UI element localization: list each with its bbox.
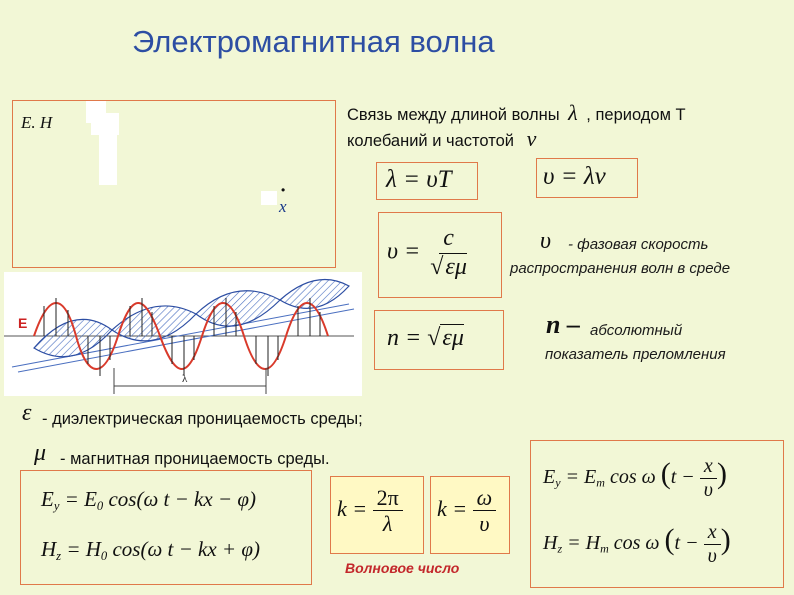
right-hz-t: t − [674,532,699,555]
permittivity-text: - диэлектрическая проницаемость среды; [42,410,363,428]
right-ey-lhs: E [543,466,556,489]
right-hz-subm: m [600,541,609,556]
lambda-symbol: λ [568,100,578,125]
ey-rhs: cos(ω t − kx − φ) [103,487,256,511]
right-ey-cos: cos ω [604,466,656,489]
right-ey-den: υ [703,479,713,501]
hz-sub0: 0 [100,548,108,563]
n-symbol: n – [546,310,580,339]
relation-text-2: колебаний и частотой [347,132,514,150]
hz-sub: z [56,548,62,563]
formula-index: n = √εμ [387,325,464,351]
right-hz-num: x [704,521,721,545]
mu-symbol: μ [34,440,47,466]
page-title: Электромагнитная волна [132,24,495,59]
relation-text-1: Связь между длиной волны [347,106,560,124]
right-ey-sub: y [555,475,561,490]
formula-velocity-box [536,158,638,198]
white-block-4 [261,191,277,205]
right-ey-subm: m [596,475,605,490]
index-lhs: n = [387,325,422,351]
formula-velocity: υ = λν [543,163,606,190]
k2-lhs: k = [437,495,468,521]
right-ey-num: x [700,455,717,479]
white-block-3 [99,131,117,185]
phase-note-line-2: распространения волн в среде [510,260,731,277]
index-rad: εμ [442,325,464,351]
right-hz-fraction [704,521,721,568]
relation-line-1 [347,100,686,126]
h-lobe-4 [280,280,349,309]
formula-lambda: λ = υT [386,166,452,193]
permeability-text: - магнитная проницаемость среды. [60,450,330,468]
k1-lhs: k = [337,495,368,521]
formula-phase-velocity [387,225,471,281]
wave-equations-box [20,470,312,585]
right-hz-cos: cos ω [608,532,660,555]
right-ey-equation: $E_y = E_m$ cos ω (t − $\frac{x}{\upsilon}$ ) [543,455,727,501]
k1-num: 2π [373,485,403,511]
axes-label: E. H [21,113,53,132]
wave-figure [4,272,362,396]
wave-svg [4,272,362,396]
k2-fraction [473,485,497,537]
n-note-line-1: абсолютный [590,322,683,339]
right-equations-box [530,440,784,588]
axes-box [12,100,336,268]
phase-symbol: υ [540,228,552,254]
dot-marker: • [281,183,286,197]
relation-text-1b: , периодом T [586,106,686,124]
formula-lambda-box [376,162,478,200]
formula-phase-velocity-box [378,212,502,298]
phase-lhs: υ = [387,238,421,265]
right-hz-mid: = H [562,532,601,555]
hz-rhs: cos(ω t − kx + φ) [107,537,260,561]
right-hz-sub: z [557,541,563,556]
e-label: E [18,315,28,331]
phase-den: √εμ [430,253,467,280]
k2-num: ω [473,485,497,511]
right-ey-t: t − [670,466,695,489]
formula-index-box [374,310,504,370]
wave-number-caption: Волновое число [345,560,460,576]
lambda-label: λ [182,373,188,385]
hz-lhs: H [41,537,57,561]
ey-sub0: 0 [96,498,104,513]
ey-equation [41,487,256,514]
n-note-line-2: показатель преломления [545,346,726,363]
hz-mid: = H [61,537,101,561]
phase-rad: εμ [445,253,467,280]
nu-symbol: ν [526,126,537,151]
ey-lhs: E [41,487,54,511]
right-hz-den: υ [707,545,717,567]
k1-den: λ [382,511,393,537]
k1-formula [337,485,403,537]
right-ey-fraction [700,455,717,502]
ey-mid: = E [59,487,97,511]
right-hz-lhs: H [543,532,558,555]
x-axis-label: x [279,197,287,216]
wave-number-box-1 [330,476,424,554]
hz-equation [41,537,260,564]
phase-fraction [426,225,471,281]
right-hz-equation: $H_z = H_m$ cos ω (t − $\frac{x}{\upsilon}$ ) [543,521,731,567]
right-ey-mid: = E [560,466,597,489]
k2-den: υ [479,511,490,537]
k1-fraction [373,485,403,537]
k2-formula [437,485,496,537]
epsilon-symbol: ε [22,400,32,426]
wave-number-box-2 [430,476,510,554]
relation-line-2 [347,126,536,152]
phase-num: c [439,225,458,254]
ey-sub: y [53,498,60,513]
phase-note-line-1: - фазовая скорость [568,236,709,253]
